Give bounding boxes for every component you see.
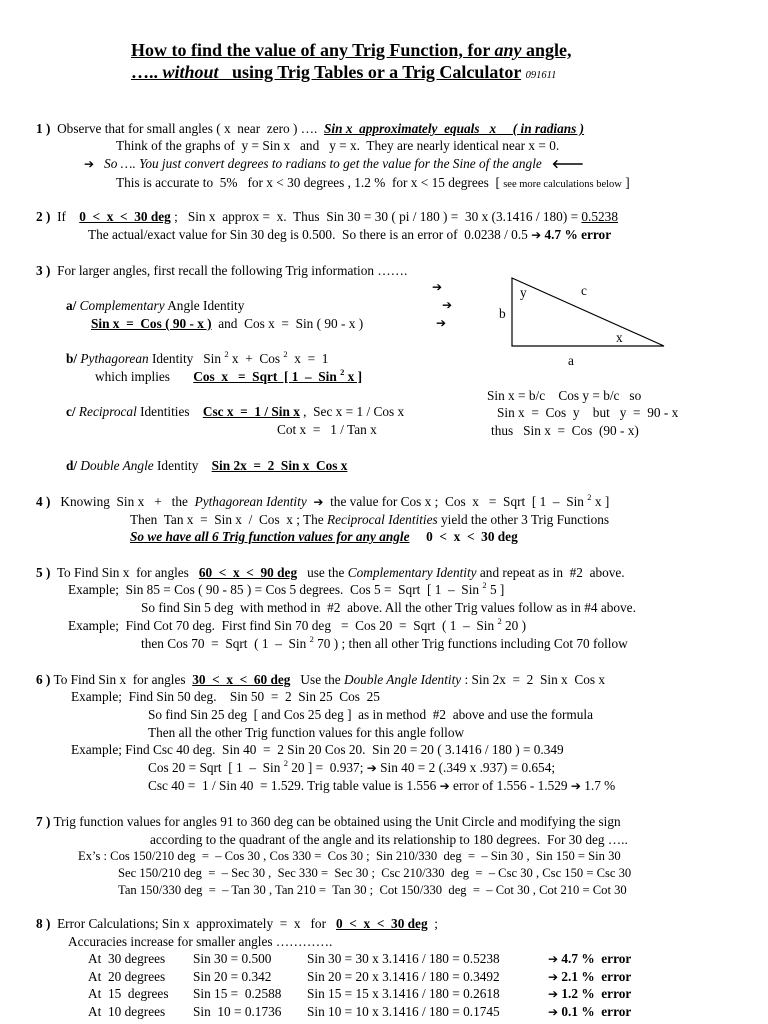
section-8-line-2: Accuracies increase for smaller angles ………….	[68, 934, 333, 949]
error-row-at: At 10 degrees	[88, 1004, 166, 1019]
section-1-line-2: Think of the graphs of y = Sin x and y = x. They are nearly identical near x = 0.	[116, 138, 560, 153]
section-7-line-5: Tan 150/330 deg = – Tan 30 , Tan 210 = Tan 30 ; Cot 150/330 deg = – Cot 30 , Cot 210 = Cot 30	[118, 883, 627, 897]
section-7-line-3: Ex’s : Cos 150/210 deg = – Cos 30 , Cos 330 = Cos 30 ; Sin 210/330 deg = – Sin 30 , Sin 150 = Sin 30	[78, 849, 621, 863]
error-row-error: ➔ 4.7 % error	[548, 951, 632, 966]
error-row-exact: Sin 30 = 0.500	[193, 951, 272, 966]
error-row-exact: Sin 15 = 0.2588	[193, 986, 282, 1001]
arrow-right-icon: ➔	[366, 761, 377, 775]
section-8-line-1: 8 ) Error Calculations; Sin x approximately = x for 0 < x < 30 deg ;	[36, 916, 438, 931]
arrow-right-icon: ➔	[432, 280, 443, 294]
error-row-approx: Sin 30 = 30 x 3.1416 / 180 = 0.5238	[307, 951, 500, 966]
triangle-shape	[512, 278, 664, 346]
section-6-line-1: 6 ) To Find Sin x for angles 30 < x < 60 deg Use the Double Angle Identity : Sin 2x = 2 Sin x Cos x	[36, 672, 606, 687]
arrow-left-icon: 🡐	[551, 157, 584, 171]
error-row-exact: Sin 20 = 0.342	[193, 969, 272, 984]
error-row-approx: Sin 10 = 10 x 3.1416 / 180 = 0.1745	[307, 1004, 500, 1019]
triangle-label-x: x	[616, 330, 623, 345]
arrow-right-icon: ➔	[84, 157, 95, 171]
arrow-right-icon: ➔	[439, 779, 450, 793]
error-row-approx: Sin 15 = 15 x 3.1416 / 180 = 0.2618	[307, 986, 500, 1001]
arrow-right-icon: ➔	[313, 495, 324, 509]
section-1-line-3: ➔ So …. You just convert degrees to radians to get the value for the Sine of the angle 🡐	[84, 156, 584, 171]
triangle-note-2: Sin x = Cos y but y = 90 - x	[497, 405, 679, 420]
error-row-approx: Sin 20 = 20 x 3.1416 / 180 = 0.3492	[307, 969, 500, 984]
right-triangle-diagram	[508, 276, 668, 348]
section-3a-title: a/ Complementary Angle Identity	[66, 298, 245, 313]
section-2-line-1: 2 ) If 0 < x < 30 deg ; Sin x approx = x. Thus Sin 30 = 30 ( pi / 180 ) = 30 x (3.1416 / 180) = 0.5238	[36, 209, 618, 224]
arrow-right-icon: ➔	[548, 987, 559, 1001]
section-3d-title: d/ Double Angle Identity Sin 2x = 2 Sin x Cos x	[66, 458, 348, 473]
section-5-line-4: Example; Find Cot 70 deg. First find Sin 70 deg = Cos 20 = Sqrt ( 1 – Sin $^2$ 20 )	[68, 616, 527, 633]
section-3a-formula: Sin x = Cos ( 90 - x ) and Cos x = Sin ( 90 - x )	[91, 316, 364, 331]
section-7-line-2: according to the quadrant of the angle and its relationship to 180 degrees. For 30 deg …..	[150, 832, 628, 847]
error-row-error: ➔ 1.2 % error	[548, 986, 632, 1001]
section-5-line-5: then Cos 70 = Sqrt ( 1 – Sin $^2$ 70 ) ; then all other Trig functions including Cot 70 follow	[141, 634, 628, 651]
section-3c-formula-2: Cot x = 1 / Tan x	[277, 422, 377, 437]
section-6-line-5: Example; Find Csc 40 deg. Sin 40 = 2 Sin 20 Cos 20. Sin 20 = 20 ( 3.1416 / 180 ) = 0.349	[71, 742, 564, 757]
arrow-right-icon: ➔	[548, 1005, 559, 1019]
arrow-right-icon: ➔	[531, 228, 542, 242]
arrow-right-icon: ➔	[436, 316, 447, 330]
section-6-line-2: Example; Find Sin 50 deg. Sin 50 = 2 Sin 25 Cos 25	[71, 689, 380, 704]
error-row-error: ➔ 2.1 % error	[548, 969, 632, 984]
error-row-at: At 15 degrees	[88, 986, 169, 1001]
section-4-line-2: Then Tan x = Sin x / Cos x ; The Reciprocal Identities yield the other 3 Trig Functions	[130, 512, 610, 527]
section-3-intro: 3 ) For larger angles, first recall the following Trig information …….	[36, 263, 408, 278]
arrow-right-icon: ➔	[442, 298, 453, 312]
section-5-line-1: 5 ) To Find Sin x for angles 60 < x < 90 deg use the Complementary Identity and repeat as in #2 above.	[36, 565, 625, 580]
section-5-line-3: So find Sin 5 deg with method in #2 above. All the other Trig values follow as in #4 above.	[141, 600, 636, 615]
triangle-label-c: c	[581, 283, 587, 298]
page-title: How to find the value of any Trig Function, for any angle,	[131, 40, 572, 60]
section-4-line-1: 4 ) Knowing Sin x + the Pythagorean Identity ➔ the value for Cos x ; Cos x = Sqrt [ 1 – Sin $^2$ x ]	[36, 492, 610, 509]
section-3b-title: b/ Pythagorean Identity Sin $^2$ x + Cos $^2$ x = 1	[66, 349, 329, 366]
error-row-at: At 20 degrees	[88, 969, 166, 984]
triangle-label-y: y	[520, 285, 527, 300]
triangle-note-1: Sin x = b/c Cos y = b/c so	[487, 388, 642, 403]
section-7-line-1: 7 ) Trig function values for angles 91 to 360 deg can be obtained using the Unit Circle and modifying the sign	[36, 814, 621, 829]
section-5-line-2: Example; Sin 85 = Cos ( 90 - 85 ) = Cos 5 degrees. Cos 5 = Sqrt [ 1 – Sin $^2$ 5 ]	[68, 580, 505, 597]
triangle-note-3: thus Sin x = Cos (90 - x)	[491, 423, 639, 438]
section-3b-formula: which implies Cos x = Sqrt [ 1 – Sin $^2$ x ]	[95, 367, 363, 384]
section-3c-title: c/ Reciprocal Identities Csc x = 1 / Sin x , Sec x = 1 / Cos x	[66, 404, 405, 419]
section-6-line-7: Csc 40 = 1 / Sin 40 = 1.529. Trig table value is 1.556 ➔ error of 1.556 - 1.529 ➔ 1.7 %	[148, 778, 616, 793]
triangle-label-a: a	[568, 353, 574, 368]
page-subtitle: ….. without using Trig Tables or a Trig Calculator 091611	[131, 62, 557, 82]
section-6-line-4: Then all the other Trig function values for this angle follow	[148, 725, 465, 740]
arrow-right-icon: ➔	[548, 970, 559, 984]
error-row-at: At 30 degrees	[88, 951, 166, 966]
section-1-line-4: This is accurate to 5% for x < 30 degrees , 1.2 % for x < 15 degrees [ see more calculations below ]	[116, 175, 630, 190]
section-6-line-3: So find Sin 25 deg [ and Cos 25 deg ] as in method #2 above and use the formula	[148, 707, 594, 722]
section-7-line-4: Sec 150/210 deg = – Sec 30 , Sec 330 = Sec 30 ; Csc 210/330 deg = – Csc 30 , Csc 150 = Csc 30	[118, 866, 632, 880]
triangle-label-b: b	[499, 306, 506, 321]
section-6-line-6: Cos 20 = Sqrt [ 1 – Sin $^2$ 20 ] = 0.937; ➔ Sin 40 = 2 (.349 x .937) = 0.654;	[148, 758, 556, 775]
error-row-error: ➔ 0.1 % error	[548, 1004, 632, 1019]
arrow-right-icon: ➔	[570, 779, 581, 793]
section-1-line-1: 1 ) Observe that for small angles ( x near zero ) …. Sin x approximately equals x ( in radians )	[36, 121, 585, 136]
section-2-line-2: The actual/exact value for Sin 30 deg is 0.500. So there is an error of 0.0238 / 0.5 ➔ 4.7 % error	[88, 227, 612, 242]
error-row-exact: Sin 10 = 0.1736	[193, 1004, 282, 1019]
arrow-right-icon: ➔	[548, 952, 559, 966]
section-4-line-3: So we have all 6 Trig function values for any angle 0 < x < 30 deg	[130, 529, 518, 544]
